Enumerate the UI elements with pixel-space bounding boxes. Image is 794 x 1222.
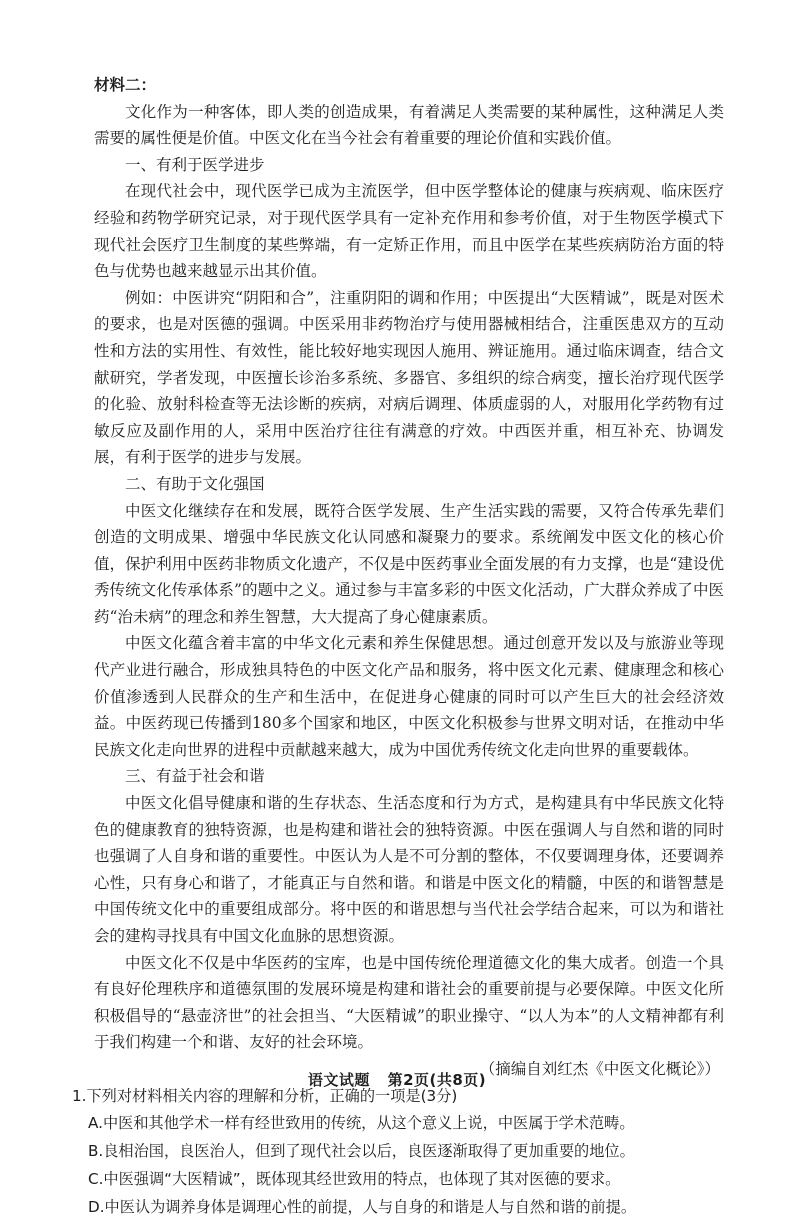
option-d: D.中医认为调养身体是调理心性的前提，人与自身的和谐是人与自然和谐的前提。 (88, 1197, 637, 1216)
footer-page-number: 第2页(共8页) (387, 1071, 487, 1089)
part-3-paragraph-1: 中医文化倡导健康和谐的生存状态、生活态度和行为方式，是构建具有中华民族文化特色的健康教育的独特资源，也是构建和谐社会的独特资源。中医在强调人与自然和谐的同时也强调了人自身和谐的重要性。中医认为人是不可分割的整体，不仅要调理身体，还要调养心性，只有身心和谐了，才能真正与自然和谐。和谐是中医文化的精髓，中医的和谐智慧是中国传统文化中的重要组成部分。将中医的和谐思想与当代社会学结合起来，可以为和谐社会的建构寻找具有中国文化血脉的思想资源。 (94, 794, 724, 945)
part-3-paragraph-2: 中医文化不仅是中华医药的宝库，也是中国传统伦理道德文化的集大成者。创造一个具有良好伦理秩序和道德氛围的发展环境是构建和谐社会的重要前提与必要保障。中医文化所积极倡导的“悬壶济世”的社会担当、“大医精诚”的职业操守、“以人为本”的人文精神都有利于我们构建一个和谐、友好的社会环境。 (94, 953, 724, 1052)
option-a: A.中医和其他学术一样有经世致用的传统，从这个意义上说，中医属于学术范畴。 (88, 1114, 635, 1133)
option-c: C.中医强调“大医精诚”，既体现其经世致用的特点，也体现了其对医德的要求。 (88, 1169, 621, 1188)
part-2-title: 二、有助于文化强国 (125, 474, 265, 493)
part-1-paragraph-1: 在现代社会中，现代医学已成为主流医学，但中医学整体论的健康与疾病观、临床医疗经验和药物学研究记录，对于现代医学具有一定补充作用和参考价值，对于生物医学模式下现代社会医疗卫生制度的某些弊端，有一定矫正作用，而且中医学在某些疾病防治方面的特色与优势也越来越显示出其价值。 (94, 182, 724, 281)
question-stem: 1.下列对材料相关内容的理解和分析，正确的一项是(3分) (72, 1086, 458, 1105)
question-1 (72, 1083, 724, 1222)
option-b: B.良相治国，良医治人，但到了现代社会以后，良医逐渐取得了更加重要的地位。 (88, 1142, 635, 1161)
section-heading: 材料二： (94, 75, 157, 94)
source-citation: （摘编自刘红杰《中医文化概论》） (479, 1059, 720, 1078)
part-3-title: 三、有益于社会和谐 (125, 767, 265, 786)
page-footer (0, 1067, 794, 1094)
part-1-paragraph-2: 例如：中医讲究“阴阳和合”，注重阴阳的调和作用；中医提出“大医精诚”，既是对医术的要求，也是对医德的强调。中医采用非药物治疗与使用器械相结合，注重医患双方的互动性和方法的实用性、有效性，能比较好地实现因人施用、辨证施用。通过临床调查，结合文献研究，学者发现，中医擅长诊治多系统、多器官、多组织的综合病变，擅长治疗现代医学的化验、放射科检查等无法诊断的疾病，对病后调理、体质虚弱的人，对服用化学药物有过敏反应及副作用的人，采用中医治疗往往有满意的疗效。中西医并重，相互补充、协调发展，有利于医学的进步与发展。 (94, 288, 724, 467)
part-1-title: 一、有利于医学进步 (125, 155, 265, 174)
part-2-paragraph-1: 中医文化继续存在和发展，既符合医学发展、生产生活实践的需要，又符合传承先辈们创造的文明成果、增强中华民族文化认同感和凝聚力的要求。系统阐发中医文化的核心价值，保护利用中医药非物质文化遗产，不仅是中医药事业全面发展的有力支撑，也是“建设优秀传统文化传承体系”的题中之义。通过参与丰富多彩的中医文化活动，广大群众养成了中医药“治未病”的理念和养生智慧，大大提高了身心健康素质。 (94, 501, 724, 626)
intro-paragraph: 文化作为一种客体，即人类的创造成果，有着满足人类需要的某种属性，这种满足人类需要的属性便是价值。中医文化在当今社会有着重要的理论价值和实践价值。 (94, 102, 724, 148)
part-2-paragraph-2: 中医文化蕴含着丰富的中华文化元素和养生保健思想。通过创意开发以及与旅游业等现代产业进行融合，形成独具特色的中医文化产品和服务，将中医文化元素、健康理念和核心价值渗透到人民群众的生产和生活中，在促进身心健康的同时可以产生巨大的社会经济效益。中医药现已传播到180多个国家和地区，中医文化积极参与世界文明对话，在推动中华民族文化走向世界的进程中贡献越来越大，成为中国优秀传统文化走向世界的重要载体。 (94, 634, 724, 759)
footer-subject: 语文试题 (307, 1071, 370, 1089)
